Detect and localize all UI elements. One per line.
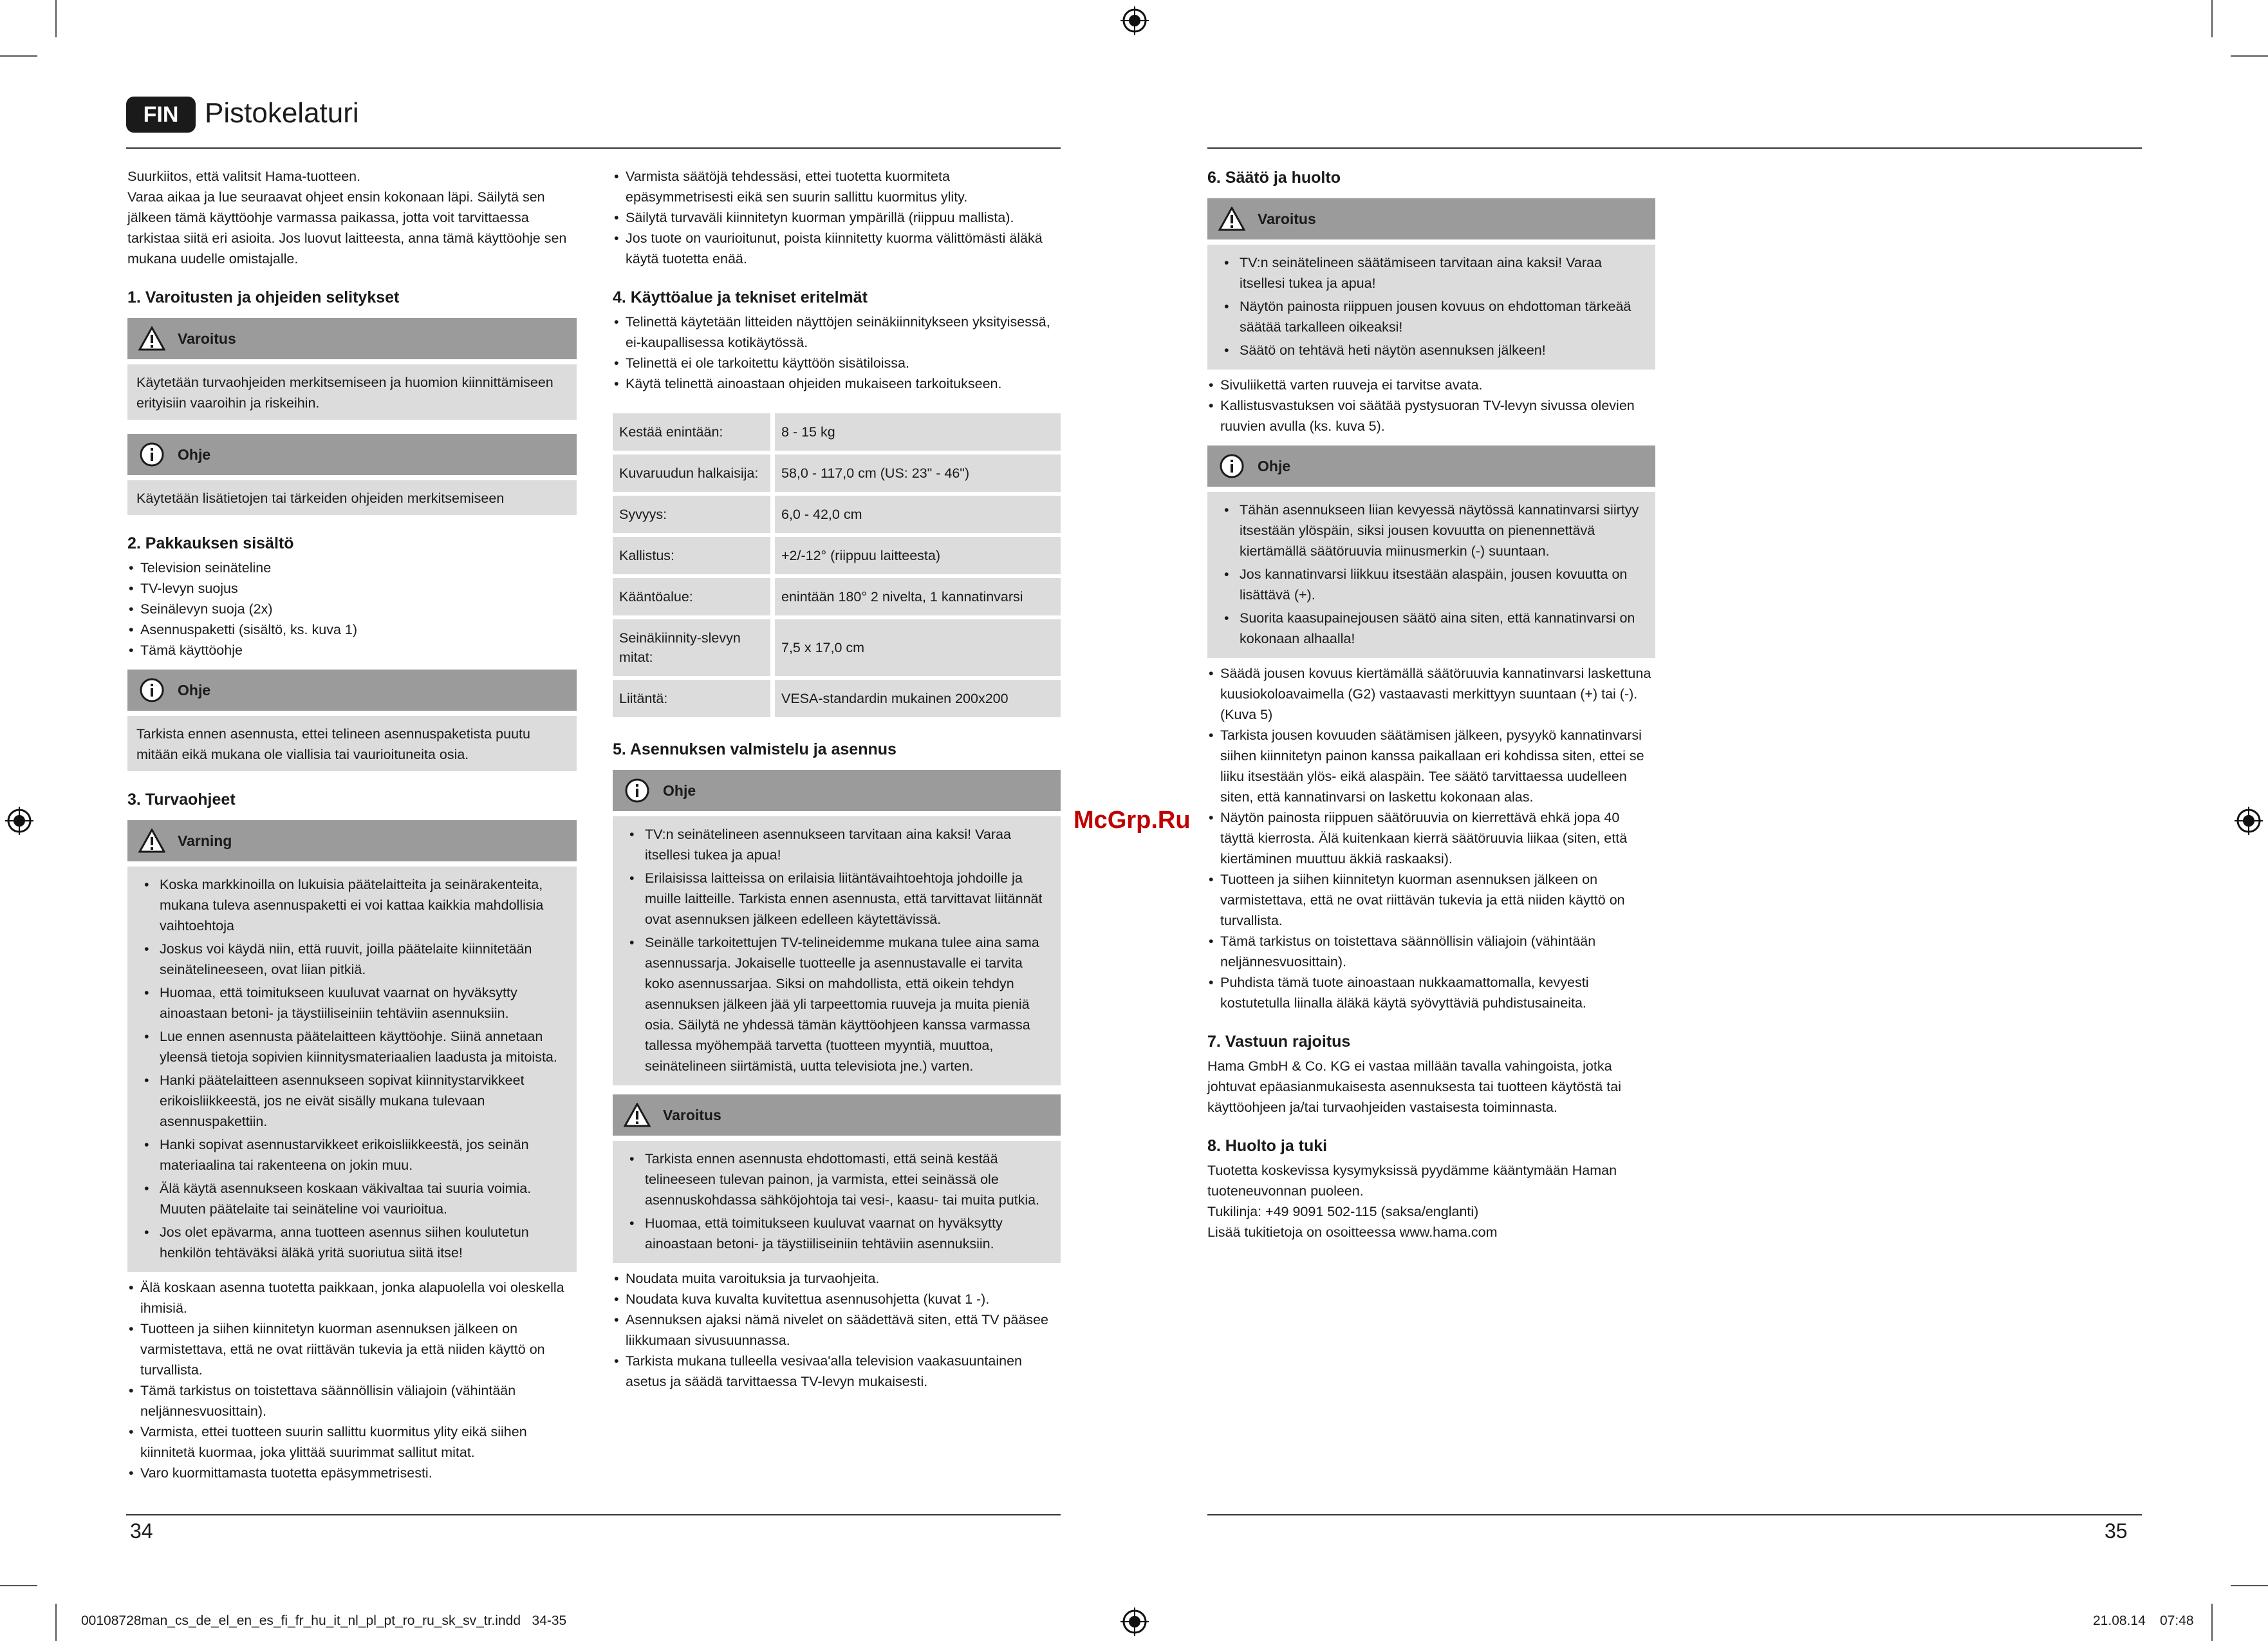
list-item: • Asennuspaketti (sisältö, ks. kuva 1)	[127, 619, 577, 640]
note-label: Ohje	[663, 782, 696, 799]
spec-value: VESA-standardin mukainen 200x200	[775, 680, 1061, 717]
warning-label: Varning	[178, 832, 232, 849]
info-icon	[1218, 452, 1246, 480]
note-box-header	[127, 434, 577, 475]
list-item: • TV:n seinätelineen säätämiseen tarvitaan aina kaksi! Varaa itsellesi tukea ja apua!	[1216, 252, 1646, 294]
slug-time: 07:48	[2160, 1613, 2194, 1628]
crop-mark	[2231, 1585, 2268, 1586]
spec-value: enintään 180° 2 nivelta, 1 kannatinvarsi	[775, 578, 1061, 615]
table-row	[613, 619, 1061, 676]
registration-mark	[1120, 6, 1149, 35]
table-row	[613, 455, 1061, 492]
warning-box-header	[127, 820, 577, 861]
spec-key: Kestää enintään:	[613, 413, 775, 451]
table-row	[613, 496, 1061, 533]
warning-box-body	[127, 364, 577, 420]
support-website: Lisää tukitietoja on osoitteessa www.hama.com	[1207, 1224, 1498, 1240]
top-rule-right	[1207, 147, 2142, 149]
bottom-rule-right	[1207, 1514, 2142, 1515]
note-text: Käytetään lisätietojen tai tärkeiden ohjeiden merkitsemiseen	[136, 491, 505, 506]
warning-box-header	[613, 1094, 1061, 1136]
section-heading: 1. Varoitusten ja ohjeiden selitykset	[127, 288, 400, 306]
page-title: Pistokelaturi	[205, 97, 359, 129]
spec-value: 7,5 x 17,0 cm	[775, 619, 1061, 676]
left-column	[127, 166, 577, 1483]
spec-key: Kääntöalue:	[613, 578, 775, 615]
list-item: • Varo kuormittamasta tuotetta epäsymmetrisesti.	[127, 1463, 577, 1483]
list-item: • Varmista säätöjä tehdessäsi, ettei tuotetta kuormiteta epäsymmetrisesti eikä sen suurin sallittu kuormitus ylity.	[613, 166, 1061, 207]
spec-key: Seinäkiinnity-slevyn mitat:	[613, 619, 775, 676]
middle-column	[613, 166, 1061, 1392]
lang-code: FIN	[143, 102, 179, 127]
note-box-body	[127, 480, 577, 515]
table-row	[613, 537, 1061, 574]
section-heading: 8. Huolto ja tuki	[1207, 1137, 1328, 1155]
list-item: • Jos olet epävarma, anna tuotteen asennus siihen koulutetun henkilön tehtäväksi äläkä yritä suoriutua siitä itse!	[136, 1222, 568, 1263]
list-item: • Säädä jousen kovuus kiertämällä säätöruuvia kannatinvarsi laskettuna kuusiokoloavaimella (G2) vastaavasti merkittyyn suuntaan (+) tai (-). (Kuva 5)	[1207, 663, 1655, 725]
bottom-rule-left	[126, 1514, 1061, 1515]
list-item: • Tuotteen ja siihen kiinnitetyn kuorman asennuksen jälkeen on varmistettava, että ne ovat riittävän tukevia ja että niiden käyttö on turvallista.	[127, 1318, 577, 1380]
list-item: • Telinettä ei ole tarkoitettu käyttöön sisätiloissa.	[613, 353, 1061, 373]
warning-label: Varoitus	[178, 330, 236, 347]
list-item: • Seinälle tarkoitettujen TV-telineidemme mukana tulee aina sama asennussarja. Jokaiselle tuotteelle ja asennustavalle ei tarvita koko asennussarjaa. Siksi on mahdollista, että oikein tehdyn asennuksen jälkeen jää yli tarpeettomia ruuveja ja muita pieniä osia. Säilytä ne yhdessä tämän käyttöohjeen kanssa varmassa tallessa myöhempää tarvetta (tuotteen myyntiä, muuttoa, seinätelineen siirtämistä, uutta televisiota jne.) varten.	[622, 932, 1052, 1076]
list-item: • Asennuksen ajaksi nämä nivelet on säädettävä siten, että TV pääsee liikkumaan sivusuunnassa.	[613, 1309, 1061, 1351]
usage-list	[613, 312, 1061, 394]
slug-date: 21.08.14	[2093, 1613, 2146, 1628]
registration-mark	[5, 807, 33, 835]
page-number-right: 35	[2105, 1519, 2128, 1543]
crop-mark	[2231, 55, 2268, 57]
support-line: Tuotetta koskevissa kysymyksissä pyydämme kääntymään Haman tuoteneuvonnan puoleen.	[1207, 1163, 1617, 1199]
section-heading: 4. Käyttöalue ja tekniset eritelmät	[613, 288, 868, 306]
spec-key: Kuvaruudun halkaisija:	[613, 455, 775, 492]
intro-paragraph: Varaa aikaa ja lue seuraavat ohjeet ensin kokonaan läpi. Säilytä sen jälkeen tämä käyttöohje varmassa paikassa, jotta voit tarvittaessa tarkistaa siitä eri asioita. Jos luovut laitteesta, anna tämä käyttöohje sen mukana uudelle omistajalle.	[127, 189, 567, 267]
list-item: • Säätö on tehtävä heti näytön asennuksen jälkeen!	[1216, 340, 1646, 361]
warning-box-body	[1207, 245, 1655, 370]
list-item: • Television seinäteline	[127, 558, 577, 578]
list-item: • Näytön painosta riippuen jousen kovuus on ehdottoman tärkeää säätää tarkalleen oikeaksi!	[1216, 296, 1646, 337]
note-label: Ohje	[1258, 458, 1291, 474]
info-icon	[138, 676, 166, 704]
top-rule-left	[126, 147, 1061, 149]
spec-table	[613, 409, 1061, 721]
list-item: • Tähän asennukseen liian kevyessä näytössä kannatinvarsi siirtyy itsestään ylöspäin, siksi jousen kovuutta on pienennettävä kiertämällä säätöruuvia miinusmerkin (-) suuntaan.	[1216, 500, 1646, 561]
list-item: • Säilytä turvaväli kiinnitetyn kuorman ympärillä (riippuu mallista).	[613, 207, 1061, 228]
spec-key: Liitäntä:	[613, 680, 775, 717]
safety-list-continued	[613, 166, 1061, 269]
spec-key: Syvyys:	[613, 496, 775, 533]
support-phone: Tukilinja: +49 9091 502-115 (saksa/englanti)	[1207, 1204, 1479, 1219]
list-item: • Suorita kaasupainejousen säätö aina siten, että kannatinvarsi on kokonaan alhaalla!	[1216, 608, 1646, 649]
note-box-body	[1207, 492, 1655, 658]
crop-mark	[2211, 0, 2213, 37]
table-row	[613, 680, 1061, 717]
list-item: • Tarkista ennen asennusta ehdottomasti, että seinä kestää telineeseen tulevan painon, ja varmista, ettei seinässä ole asennuskohdassa sähköjohtoja tai vesi-, kaasu- tai muita putkia.	[622, 1149, 1052, 1210]
note-box-header	[127, 670, 577, 711]
list-item: • Käytä telinettä ainoastaan ohjeiden mukaiseen tarkoitukseen.	[613, 373, 1061, 394]
info-icon	[138, 440, 166, 469]
list-item: • Telinettä käytetään litteiden näyttöjen seinäkiinnitykseen yksityisessä, ei-kaupallisessa kotikäytössä.	[613, 312, 1061, 353]
crop-mark	[55, 1604, 57, 1641]
watermark: McGrp.Ru	[1074, 807, 1191, 834]
crop-mark	[2211, 1604, 2213, 1641]
crop-mark	[0, 55, 37, 57]
list-item: • Huomaa, että toimitukseen kuuluvat vaarnat on hyväksytty ainoastaan betoni- ja täystiiliseiniin tehtäviin asennuksiin.	[622, 1213, 1052, 1254]
list-item: • Tämä tarkistus on toistettava säännöllisin väliajoin (vähintään neljännesvuosittain).	[1207, 931, 1655, 972]
list-item: • Jos kannatinvarsi liikkuu itsestään alaspäin, jousen kovuutta on lisättävä (+).	[1216, 564, 1646, 605]
list-item: • Hanki sopivat asennustarvikkeet erikoisliikkeestä, jos seinän materiaalina tai rakenteena on jokin muu.	[136, 1134, 568, 1176]
list-item: • TV-levyn suojus	[127, 578, 577, 599]
list-item: • Kallistusvastuksen voi säätää pystysuoran TV-levyn sivussa olevien ruuvien avulla (ks. kuva 5).	[1207, 395, 1655, 436]
list-item: • Puhdista tämä tuote ainoastaan nukkaamattomalla, kevyesti kostutetulla liinalla äläkä käytä syövyttäviä puhdistusaineita.	[1207, 972, 1655, 1013]
adjustment-list	[1207, 375, 1655, 436]
section-heading: 7. Vastuun rajoitus	[1207, 1033, 1351, 1051]
warning-text: Käytetään turvaohjeiden merkitsemiseen ja huomion kiinnittämiseen erityisiin vaaroihin ja riskeihin.	[136, 375, 553, 411]
registration-mark	[1120, 1608, 1149, 1636]
list-item: • Älä koskaan asenna tuotetta paikkaan, jonka alapuolella voi oleskella ihmisiä.	[127, 1277, 577, 1318]
list-item: • Tarkista jousen kovuuden säätämisen jälkeen, pysyykö kannatinvarsi siihen kiinnitetyn painon kanssa paikallaan eri kohdissa siten, ettei se liiku itsestään ylös- eikä alaspäin. Tee säätö tarvittaessa uudelleen siten, että kannatinvarsi on laskettu kokonaan alas.	[1207, 725, 1655, 807]
list-item: • Koska markkinoilla on lukuisia päätelaitteita ja seinärakenteita, mukana tuleva asennuspaketti ei voi kattaa kaikkia mahdollisia vaihtoehtoja	[136, 874, 568, 936]
spec-value: 8 - 15 kg	[775, 413, 1061, 451]
note-box-body	[127, 716, 577, 771]
table-row	[613, 578, 1061, 615]
adjustment-list-b	[1207, 663, 1655, 1013]
spec-value: 6,0 - 42,0 cm	[775, 496, 1061, 533]
section-heading: 3. Turvaohjeet	[127, 791, 236, 809]
spec-value: 58,0 - 117,0 cm (US: 23" - 46")	[775, 455, 1061, 492]
page-number-left: 34	[130, 1519, 153, 1543]
crop-mark	[55, 0, 57, 37]
list-item: • Noudata muita varoituksia ja turvaohjeita.	[613, 1268, 1061, 1289]
list-item: • Erilaisissa laitteissa on erilaisia liitäntävaihtoehtoja johdoille ja muille laitteille. Tarkista ennen asennusta, että tarvittavat liitännät ovat asennuksen jälkeen edelleen käytettävissä.	[622, 868, 1052, 930]
warning-triangle-icon	[138, 324, 166, 353]
warning-box-body	[613, 1141, 1061, 1263]
list-item: • Näytön painosta riippuen säätöruuvia on kierrettävä ehkä jopa 40 täyttä kierrosta. Älä kuitenkaan kierrä säätöruuvia liikaa (siten, että kiertäminen muuttuu äkkiä raskaaksi).	[1207, 807, 1655, 869]
list-item: • Seinälevyn suoja (2x)	[127, 599, 577, 619]
list-item: • Älä käytä asennukseen koskaan väkivaltaa tai suuria voimia. Muuten päätelaite tai seinäteline voi vaurioitua.	[136, 1178, 568, 1219]
section-heading: 5. Asennuksen valmistelu ja asennus	[613, 740, 897, 758]
list-item: • Tämä käyttöohje	[127, 640, 577, 661]
right-column	[1207, 166, 1655, 1242]
note-label: Ohje	[178, 446, 211, 463]
list-item: • Tarkista mukana tulleella vesivaa'alla television vaakasuuntainen asetus ja säädä tarvittaessa TV-levyn mukaisesti.	[613, 1351, 1061, 1392]
list-item: • TV:n seinätelineen asennukseen tarvitaan aina kaksi! Varaa itsellesi tukea ja apua!	[622, 824, 1052, 865]
note-label: Ohje	[178, 682, 211, 699]
warning-triangle-icon	[1218, 205, 1246, 233]
installation-list	[613, 1268, 1061, 1392]
safety-list	[127, 1277, 577, 1483]
list-item: • Noudata kuva kuvalta kuvitettua asennusohjetta (kuvat 1 -).	[613, 1289, 1061, 1309]
note-box-body	[613, 816, 1061, 1085]
warning-box-header	[1207, 198, 1655, 239]
note-box-header	[1207, 445, 1655, 487]
spec-value: +2/-12° (riippuu laitteesta)	[775, 537, 1061, 574]
warning-label: Varoitus	[663, 1107, 721, 1123]
list-item: • Sivuliikettä varten ruuveja ei tarvitse avata.	[1207, 375, 1655, 395]
warning-box-header	[127, 318, 577, 359]
section-heading: 2. Pakkauksen sisältö	[127, 534, 294, 552]
note-box-header	[613, 770, 1061, 811]
intro-line: Suurkiitos, että valitsit Hama-tuotteen.	[127, 169, 361, 184]
list-item: • Hanki päätelaitteen asennukseen sopivat kiinnitystarvikkeet erikoisliikkeestä, jos ne eivät sisälly mukana tulevaan asennuspakettiin.	[136, 1070, 568, 1132]
warning-label: Varoitus	[1258, 211, 1316, 227]
file-slug: 00108728man_cs_de_el_en_es_fi_fr_hu_it_nl_pl_pt_ro_ru_sk_sv_tr.indd 34-35	[81, 1613, 567, 1628]
list-item: • Joskus voi käydä niin, että ruuvit, joilla päätelaite kiinnitetään seinätelineeseen, ovat liian pitkiä.	[136, 939, 568, 980]
warning-triangle-icon	[623, 1101, 651, 1129]
list-item: • Huomaa, että toimitukseen kuuluvat vaarnat on hyväksytty ainoastaan betoni- ja täystiiliseiniin tehtäviin asennuksiin.	[136, 982, 568, 1024]
list-item: • Jos tuote on vaurioitunut, poista kiinnitetty kuorma välittömästi äläkä käytä tuotetta enää.	[613, 228, 1061, 269]
list-item: • Tuotteen ja siihen kiinnitetyn kuorman asennuksen jälkeen on varmistettava, että ne ovat riittävän tukevia ja että niiden käyttö on turvallista.	[1207, 869, 1655, 931]
info-icon	[623, 776, 651, 805]
section-heading: 6. Säätö ja huolto	[1207, 169, 1341, 187]
registration-mark	[2235, 807, 2263, 835]
note-text: Tarkista ennen asennusta, ettei telineen asennuspaketista puutu mitään eikä mukana ole viallisia tai vaurioituneita osia.	[136, 726, 530, 762]
list-item: • Varmista, ettei tuotteen suurin sallittu kuormitus ylity eikä siihen kiinnitetä kuormaa, joka ylittää suurimmat sallitut mitat.	[127, 1421, 577, 1463]
warning-box-body	[127, 867, 577, 1272]
table-row	[613, 413, 1061, 451]
liability-text: Hama GmbH & Co. KG ei vastaa millään tavalla vahingoista, jotka johtuvat epäasianmukaisesta asennuksesta tai tuotteen käytöstä tai käyttöohjeen ja/tai turvaohjeiden vastaisesta toiminnasta.	[1207, 1058, 1622, 1115]
warning-triangle-icon	[138, 827, 166, 855]
list-item: • Tämä tarkistus on toistettava säännöllisin väliajoin (vähintään neljännesvuosittain).	[127, 1380, 577, 1421]
spec-key: Kallistus:	[613, 537, 775, 574]
crop-mark	[0, 1585, 37, 1586]
list-item: • Lue ennen asennusta päätelaitteen käyttöohje. Siinä annetaan yleensä tietoja sopivien kiinnitysmateriaalien laadusta ja mitoista.	[136, 1026, 568, 1067]
lang-badge	[126, 97, 196, 133]
package-contents-list	[127, 558, 577, 661]
